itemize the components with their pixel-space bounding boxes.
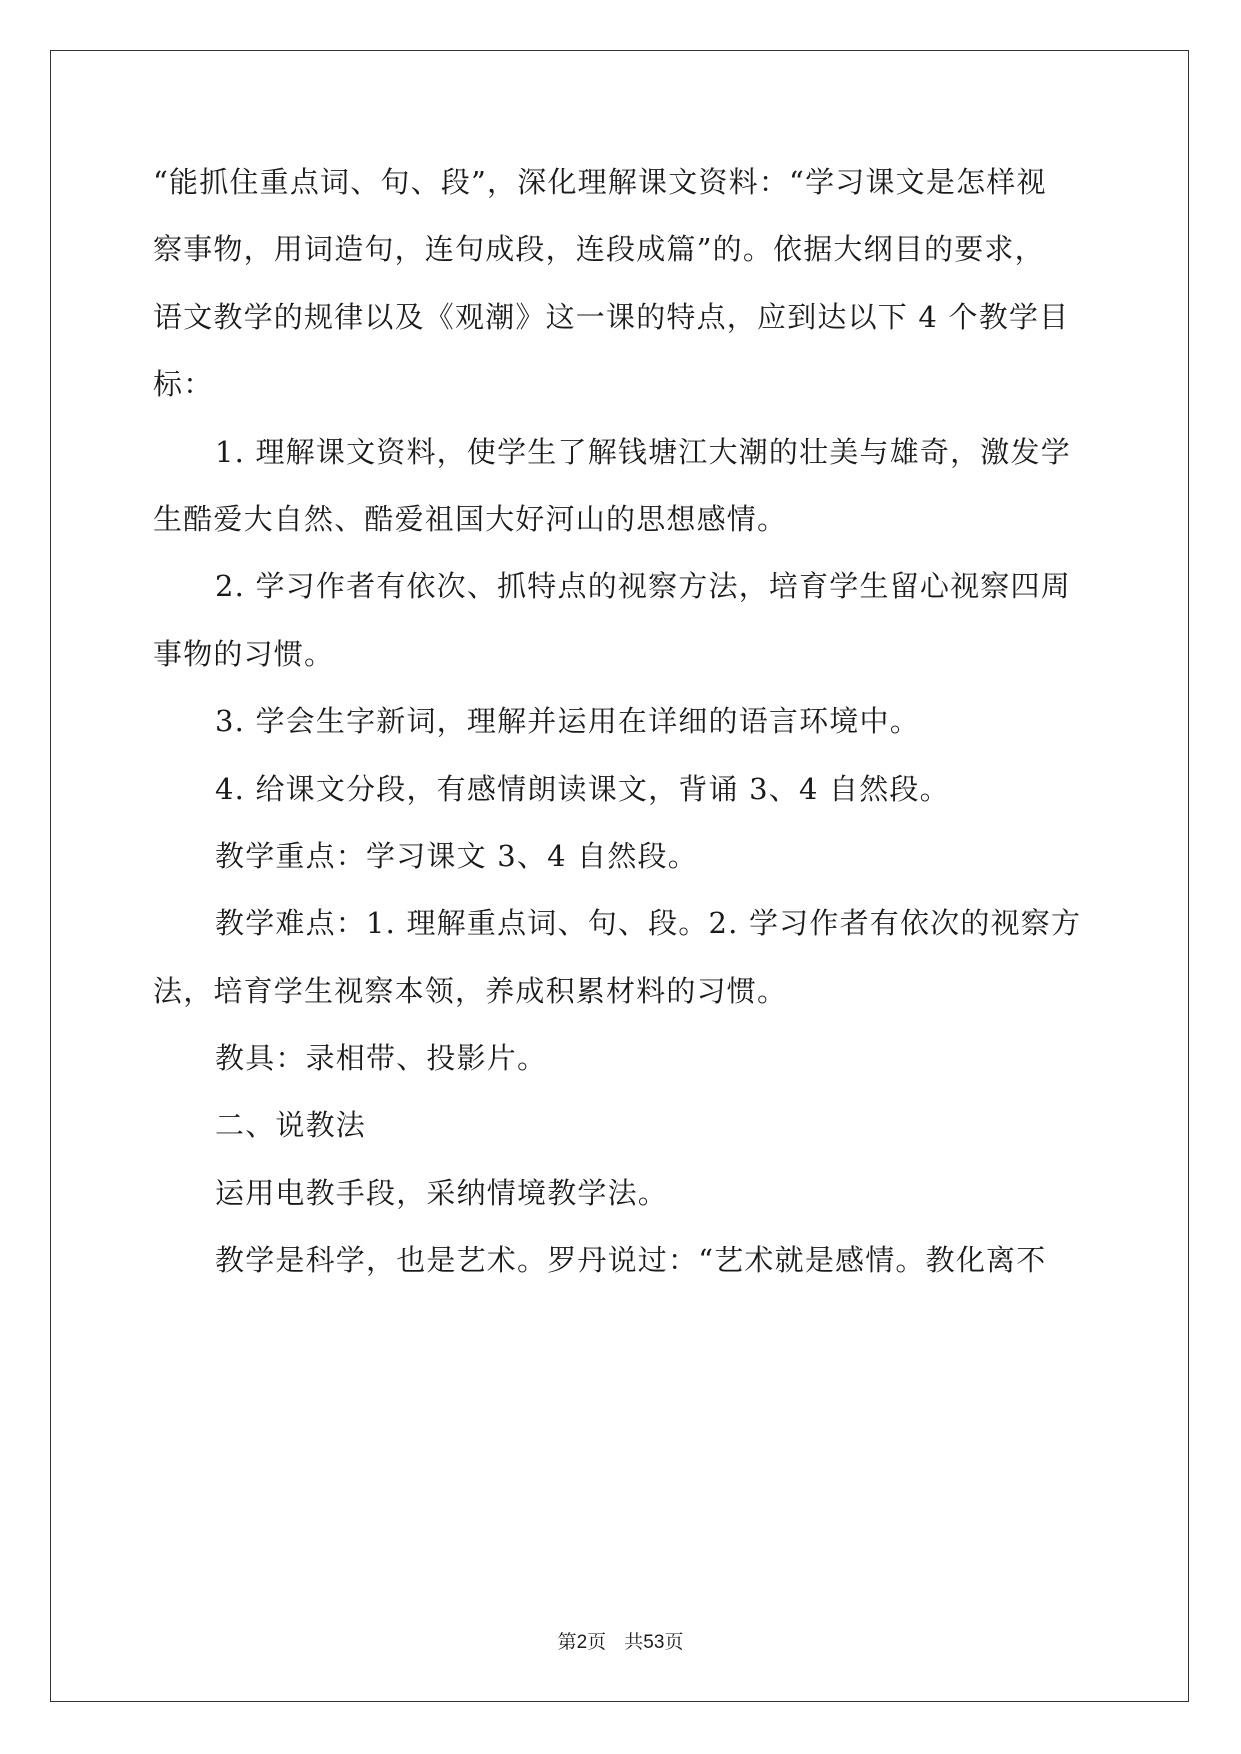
total-suffix: 页 (664, 1631, 684, 1653)
objective-2-line-1: 2. 学习作者有依次、抓特点的视察方法，培育学生留心视察四周 (215, 569, 1071, 604)
teaching-focus: 教学重点：学习课文 3、4 自然段。 (215, 838, 698, 873)
text-line-2: 察事物，用词造句，连句成段，连段成篇”的。依据大纲目的要求， (153, 232, 1045, 267)
objective-4: 4. 给课文分段，有感情朗读课文，背诵 3、4 自然段。 (215, 771, 950, 806)
total-pages: 53 (643, 1632, 665, 1653)
teaching-method-text: 运用电教手段，采纳情境教学法。 (215, 1175, 669, 1210)
text-line-4: 标： (153, 367, 214, 402)
document-body (153, 162, 1088, 1308)
paragraph-art-quote: 教学是科学，也是艺术。罗丹说过：“艺术就是感情。教化离不 (215, 1243, 1047, 1278)
objective-3: 3. 学会生字新词，理解并运用在详细的语言环境中。 (215, 704, 920, 739)
text-line-3: 语文教学的规律以及《观潮》这一课的特点，应到达以下 4 个教学目 (153, 299, 1070, 334)
section-heading-teaching-method: 二、说教法 (215, 1108, 367, 1143)
text-line-1: “能抓住重点词、句、段”，深化理解课文资料：“学习课文是怎样视 (153, 165, 1047, 199)
page-number: 2 (576, 1632, 588, 1653)
teaching-aids: 教具：录相带、投影片。 (215, 1041, 548, 1076)
objective-1-line-2: 生酷爱大自然、酷爱祖国大好河山的思想感情。 (153, 501, 788, 536)
total-prefix: 共 (624, 1631, 644, 1653)
teaching-difficulty-line-1: 教学难点：1. 理解重点词、句、段。2. 学习作者有依次的视察方 (215, 906, 1082, 941)
page-prefix: 第 (557, 1631, 577, 1653)
page-footer (0, 1630, 1241, 1655)
page-suffix: 页 (587, 1631, 607, 1653)
objective-2-line-2: 事物的习惯。 (153, 636, 335, 671)
objective-1-line-1: 1. 理解课文资料，使学生了解钱塘江大潮的壮美与雄奇，激发学 (215, 434, 1071, 469)
teaching-difficulty-line-2: 法，培育学生视察本领，养成积累材料的习惯。 (153, 973, 788, 1008)
